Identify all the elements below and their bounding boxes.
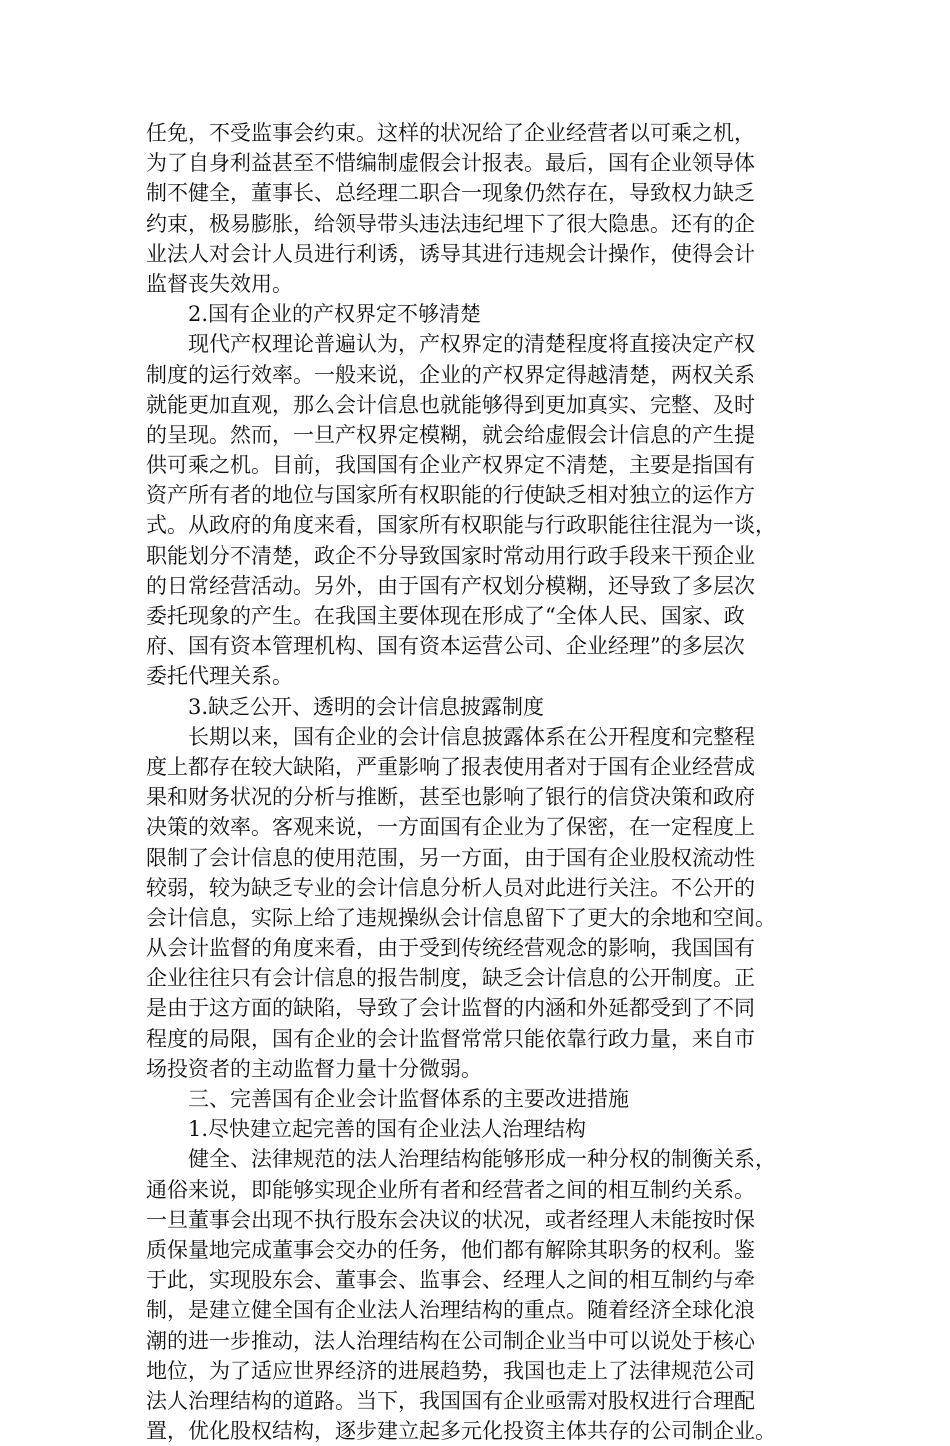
text-line: 2.国有企业的产权界定不够清楚 (188, 302, 482, 327)
document-page (146, 118, 806, 1446)
text-line: 委托现象的产生。在我国主要体现在形成了“全体人民、国家、政 (146, 604, 745, 628)
text-line: 果和财务状况的分析与推断，甚至也影响了银行的信贷决策和政府 (146, 785, 755, 810)
text-line: 为了自身利益甚至不惜编制虚假会计报表。最后，国有企业领导体 (146, 151, 755, 176)
text-line: 三、完善国有企业会计监督体系的主要改进措施 (188, 1087, 629, 1111)
text-line: 职能划分不清楚，政企不分导致国家时常动用行政手段来干预企业 (146, 543, 755, 568)
text-line: 府、国有资本管理机构、国有资本运营公司、企业经理”的多层次 (146, 634, 745, 659)
text-line: 决策的效率。客观来说，一方面国有企业为了保密，在一定程度上 (146, 815, 755, 840)
text-line: 通俗来说，即能够实现企业所有者和经营者之间的相互制约关系。 (146, 1177, 755, 1202)
text-line: 的日常经营活动。另外，由于国有产权划分模糊，还导致了多层次 (146, 573, 755, 598)
text-line: 是由于这方面的缺陷，导致了会计监督的内涵和外延都受到了不同 (146, 996, 755, 1021)
text-line: 3.缺乏公开、透明的会计信息披露制度 (188, 694, 545, 719)
text-line: 质保量地完成董事会交办的任务，他们都有解除其职务的权利。鉴 (146, 1237, 755, 1262)
text-line: 的呈现。然而，一旦产权界定模糊，就会给虚假会计信息的产生提 (146, 422, 755, 447)
text-line: 业法人对会计人员进行利诱，诱导其进行违规会计操作，使得会计 (146, 241, 755, 266)
text-line: 制不健全，董事长、总经理二职合一现象仍然存在，导致权力缺乏 (146, 181, 755, 206)
text-line: 潮的进一步推动，法人治理结构在公司制企业当中可以说处于核心 (146, 1328, 755, 1353)
text-line: 委托代理关系。 (146, 664, 293, 689)
text-line: 度上都存在较大缺陷，严重影响了报表使用者对于国有企业经营成 (146, 754, 755, 779)
text-line: 地位，为了适应世界经济的进展趋势，我国也走上了法律规范公司 (146, 1358, 755, 1383)
text-line: 约束，极易膨胀，给领导带头违法违纪埋下了很大隐患。还有的企 (146, 211, 755, 236)
text-line: 法人治理结构的道路。当下，我国国有企业亟需对股权进行合理配 (146, 1388, 755, 1413)
text-line: 程度的局限，国有企业的会计监督常常只能依靠行政力量，来自市 (146, 1026, 755, 1051)
text-line: 限制了会计信息的使用范围，另一方面，由于国有企业股权流动性 (146, 845, 755, 870)
text-line: 从会计监督的角度来看，由于受到传统经营观念的影响，我国国有 (146, 936, 755, 961)
text-line: 一旦董事会出现不执行股东会决议的状况，或者经理人未能按时保 (146, 1207, 755, 1232)
text-line: 供可乘之机。目前，我国国有企业产权界定不清楚，主要是指国有 (146, 453, 755, 478)
text-line: 于此，实现股东会、董事会、监事会、经理人之间的相互制约与牵 (146, 1268, 755, 1293)
text-line: 健全、法律规范的法人治理结构能够形成一种分权的制衡关系， (188, 1147, 776, 1172)
text-line: 企业往往只有会计信息的报告制度，缺乏会计信息的公开制度。正 (146, 966, 755, 991)
text-line: 较弱，较为缺乏专业的会计信息分析人员对此进行关注。不公开的 (146, 875, 755, 900)
text-line: 式。从政府的角度来看，国家所有权职能与行政职能往往混为一谈， (146, 513, 776, 538)
text-line: 制度的运行效率。一般来说，企业的产权界定得越清楚，两权关系 (146, 362, 755, 387)
text-line: 现代产权理论普遍认为，产权界定的清楚程度将直接决定产权 (188, 332, 755, 357)
text-line: 场投资者的主动监督力量十分微弱。 (146, 1056, 482, 1081)
text-line: 长期以来，国有企业的会计信息披露体系在公开程度和完整程 (188, 724, 755, 749)
text-line: 监督丧失效用。 (146, 271, 293, 296)
text-line: 置，优化股权结构，逐步建立起多元化投资主体共存的公司制企业。 (146, 1419, 776, 1444)
text-line: 制，是建立健全国有企业法人治理结构的重点。随着经济全球化浪 (146, 1298, 755, 1323)
text-line: 就能更加直观，那么会计信息也就能够得到更加真实、完整、及时 (146, 392, 755, 417)
text-line: 资产所有者的地位与国家所有权职能的行使缺乏相对独立的运作方 (146, 483, 755, 508)
text-line: 会计信息，实际上给了违规操纵会计信息留下了更大的余地和空间。 (146, 905, 776, 930)
text-line: 1.尽快建立起完善的国有企业法人治理结构 (188, 1117, 587, 1142)
text-line: 任免，不受监事会约束。这样的状况给了企业经营者以可乘之机， (146, 121, 755, 145)
